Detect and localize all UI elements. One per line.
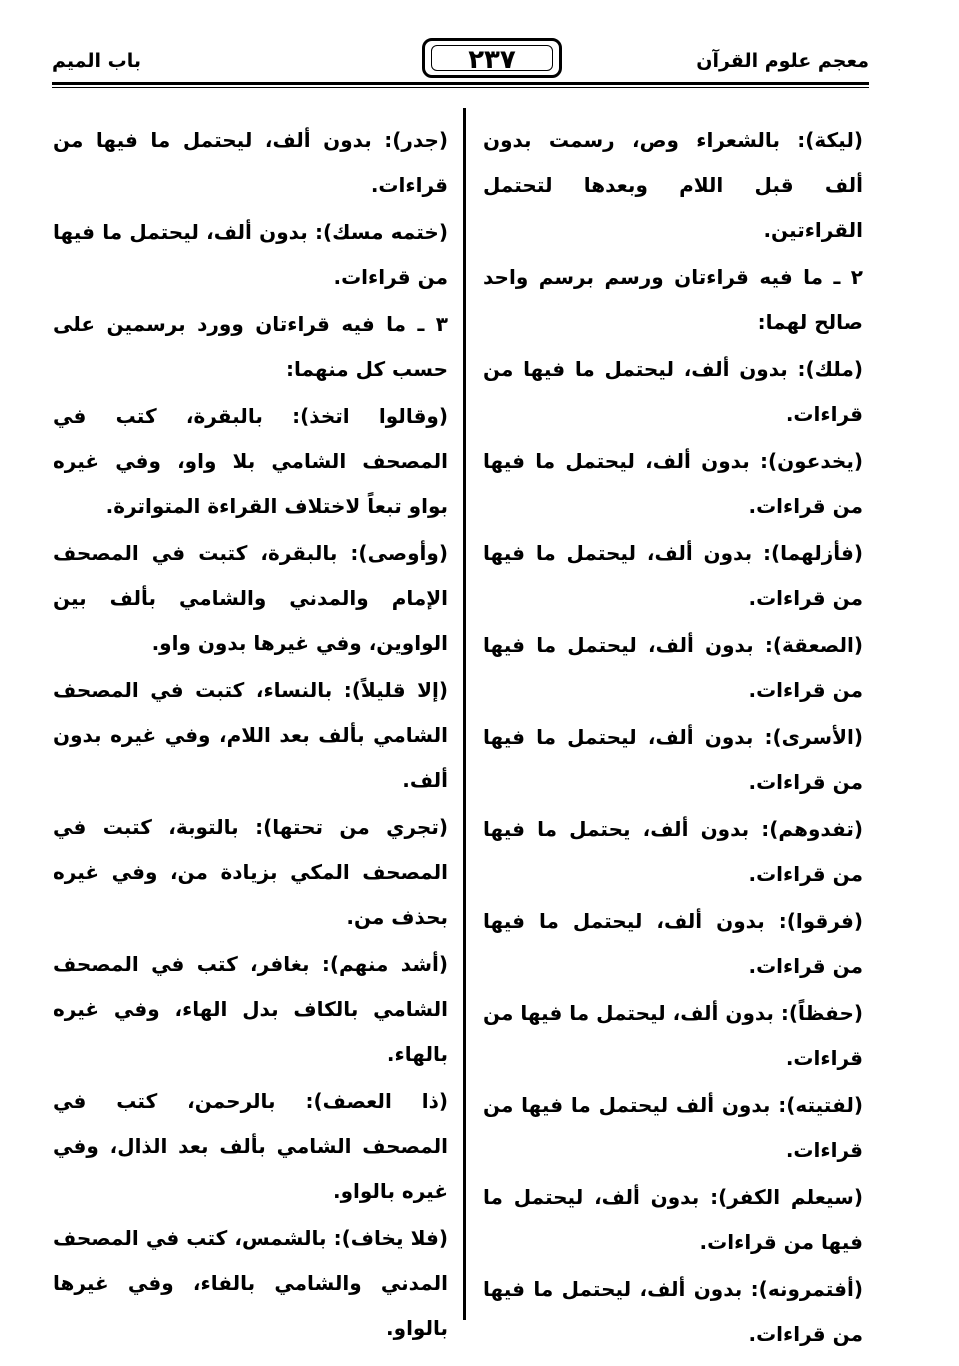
section-heading: ٣ ـ ما فيه قراءتان وورد برسمين على حسب كل منهما: [53,312,448,381]
page-number: ٢٣٧ [422,38,562,78]
entry: (وقالوا اتخذ): بالبقرة، كتب في المصحف الشامي بلا واو، وفي غيره بواو تبعاً لاختلاف القراءة المتواترة. [53,404,448,518]
section-heading: ٢ ـ ما فيه قراءتان ورسم برسم واحد صالح لهما: [483,265,863,334]
chapter-title: باب الميم [52,50,142,72]
page-header [52,38,869,82]
entry: (تجري من تحتها): بالتوبة، كتبت في المصحف المكي بزيادة من، وفي غيره بحذف من. [53,815,448,929]
entry: (فلا يخاف): بالشمس، كتب في المصحف المدني والشامي بالفاء، وفي غيرها بالواو. [53,1226,448,1340]
entry: (ملك): بدون ألف، ليحتمل ما فيها من قراءات. [483,357,863,426]
entry: (الأسرى): بدون ألف، ليحتمل ما فيها من قراءات. [483,725,863,794]
entry: (ختمه مسك): بدون ألف، ليحتمل ما فيها من قراءات. [53,220,448,289]
book-title: معجم علوم القرآن [696,50,869,72]
entry: (ليكة): بالشعراء وص، رسمت بدون ألف قبل اللام وبعدها لتحتمل القراءتين. [483,128,863,242]
right-column [483,118,863,1359]
entry: (ذا العصف): بالرحمن، كتب في المصحف الشامي بألف بعد الذال، وفي غيره بالواو. [53,1089,448,1203]
entry: (الصعقة): بدون ألف، ليحتمل ما فيها من قراءات. [483,633,863,702]
entry: (لفتيته): بدون ألف ليحتمل ما فيها من قراءات. [483,1093,863,1162]
entry: (يخدعون): بدون ألف، ليحتمل ما فيها من قراءات. [483,449,863,518]
entry: (فرقوا): بدون ألف، ليحتمل ما فيها من قراءات. [483,909,863,978]
entry: (أفتمرونه): بدون ألف، ليحتمل ما فيها من قراءات. [483,1277,863,1346]
entry: (تفدوهم): بدون ألف، يحتمل ما فيها من قراءات. [483,817,863,886]
entry: (سيعلم الكفر): بدون ألف، ليحتمل ما فيها من قراءات. [483,1185,863,1254]
left-column [53,118,448,1353]
header-rule [52,82,869,85]
entry: (فأزلهما): بدون ألف، ليحتمل ما فيها من قراءات. [483,541,863,610]
entry: (أشد منهم): بغافر، كتب في المصحف الشامي بالكاف بدل الهاء، وفي غيره بالهاء. [53,952,448,1066]
header-rule-thin [52,87,869,88]
entry: (إلا قليلاً): بالنساء، كتبت في المصحف الشامي بألف بعد اللام، وفي غيره بدون ألف. [53,678,448,792]
column-divider [463,108,466,1320]
entry: (جدر): بدون ألف، ليحتمل ما فيها من قراءات. [53,128,448,197]
entry: (وأوصى): بالبقرة، كتبت في المصحف الإمام والمدني والشامي بألف بين الواوين، وفي غيرها بدون واو. [53,541,448,655]
entry: (حفظاً): بدون ألف، ليحتمل ما فيها من قراءات. [483,1001,863,1070]
